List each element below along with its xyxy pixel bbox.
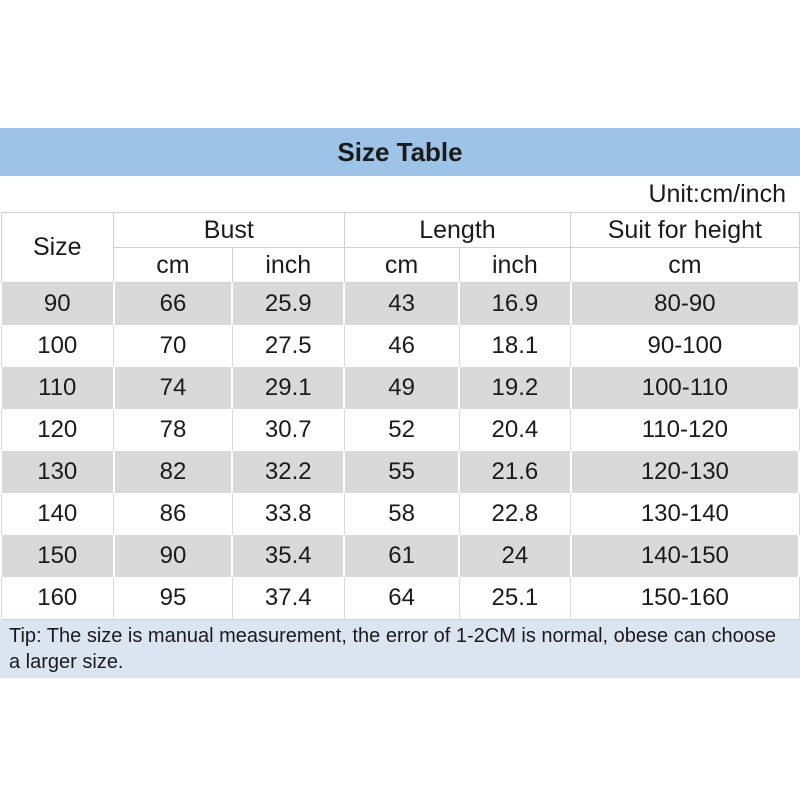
col-header-size: Size xyxy=(1,213,114,283)
cell-bust-inch: 32.2 xyxy=(232,451,344,493)
cell-bust-cm: 86 xyxy=(114,493,233,535)
cell-length-inch: 24 xyxy=(459,535,571,577)
cell-bust-cm: 70 xyxy=(114,325,233,367)
cell-suit-height: 120-130 xyxy=(571,451,799,493)
cell-bust-cm: 90 xyxy=(114,535,233,577)
table-row xyxy=(1,577,799,620)
header-row-groups xyxy=(1,213,799,248)
cell-suit-height: 140-150 xyxy=(571,535,799,577)
cell-bust-inch: 35.4 xyxy=(232,535,344,577)
cell-size: 90 xyxy=(1,283,114,326)
cell-suit-height: 90-100 xyxy=(571,325,799,367)
cell-size: 140 xyxy=(1,493,114,535)
col-subheader-bust-inch: inch xyxy=(232,248,344,283)
cell-size: 150 xyxy=(1,535,114,577)
cell-size: 130 xyxy=(1,451,114,493)
cell-bust-inch: 30.7 xyxy=(232,409,344,451)
cell-suit-height: 80-90 xyxy=(571,283,799,326)
cell-size: 160 xyxy=(1,577,114,620)
cell-length-cm: 49 xyxy=(344,367,459,409)
cell-length-cm: 52 xyxy=(344,409,459,451)
cell-suit-height: 100-110 xyxy=(571,367,799,409)
col-subheader-length-inch: inch xyxy=(459,248,571,283)
page-title: Size Table xyxy=(337,136,463,167)
cell-bust-inch: 25.9 xyxy=(232,283,344,326)
cell-bust-cm: 82 xyxy=(114,451,233,493)
cell-size: 100 xyxy=(1,325,114,367)
cell-length-inch: 19.2 xyxy=(459,367,571,409)
cell-bust-inch: 29.1 xyxy=(232,367,344,409)
table-row xyxy=(1,367,799,409)
cell-length-inch: 20.4 xyxy=(459,409,571,451)
col-subheader-suit-cm: cm xyxy=(571,248,799,283)
unit-label: Unit:cm/inch xyxy=(648,179,786,208)
cell-bust-inch: 33.8 xyxy=(232,493,344,535)
table-row xyxy=(1,283,799,326)
cell-length-cm: 43 xyxy=(344,283,459,326)
cell-bust-cm: 78 xyxy=(114,409,233,451)
header-row-units xyxy=(1,248,799,283)
cell-length-cm: 61 xyxy=(344,535,459,577)
cell-length-cm: 64 xyxy=(344,577,459,620)
cell-suit-height: 110-120 xyxy=(571,409,799,451)
cell-length-inch: 18.1 xyxy=(459,325,571,367)
cell-length-cm: 46 xyxy=(344,325,459,367)
size-table xyxy=(0,212,800,620)
cell-bust-cm: 95 xyxy=(114,577,233,620)
unit-row xyxy=(0,176,800,212)
tip-note: Tip: The size is manual measurement, the error of 1-2CM is normal, obese can choose a larger size. xyxy=(0,620,800,678)
cell-length-inch: 21.6 xyxy=(459,451,571,493)
col-header-bust: Bust xyxy=(114,213,345,248)
cell-length-inch: 25.1 xyxy=(459,577,571,620)
cell-size: 120 xyxy=(1,409,114,451)
col-subheader-bust-cm: cm xyxy=(114,248,233,283)
table-row xyxy=(1,325,799,367)
table-row xyxy=(1,409,799,451)
cell-suit-height: 130-140 xyxy=(571,493,799,535)
cell-bust-inch: 37.4 xyxy=(232,577,344,620)
cell-length-cm: 55 xyxy=(344,451,459,493)
table-title-bar xyxy=(0,128,800,176)
size-table-body xyxy=(1,283,799,620)
table-row xyxy=(1,493,799,535)
cell-bust-cm: 66 xyxy=(114,283,233,326)
cell-bust-cm: 74 xyxy=(114,367,233,409)
cell-bust-inch: 27.5 xyxy=(232,325,344,367)
table-row xyxy=(1,535,799,577)
table-row xyxy=(1,451,799,493)
cell-length-inch: 22.8 xyxy=(459,493,571,535)
cell-length-cm: 58 xyxy=(344,493,459,535)
col-subheader-length-cm: cm xyxy=(344,248,459,283)
cell-length-inch: 16.9 xyxy=(459,283,571,326)
col-header-suit-for-height: Suit for height xyxy=(571,213,799,248)
size-table-header xyxy=(1,213,799,283)
col-header-length: Length xyxy=(344,213,571,248)
cell-suit-height: 150-160 xyxy=(571,577,799,620)
cell-size: 110 xyxy=(1,367,114,409)
